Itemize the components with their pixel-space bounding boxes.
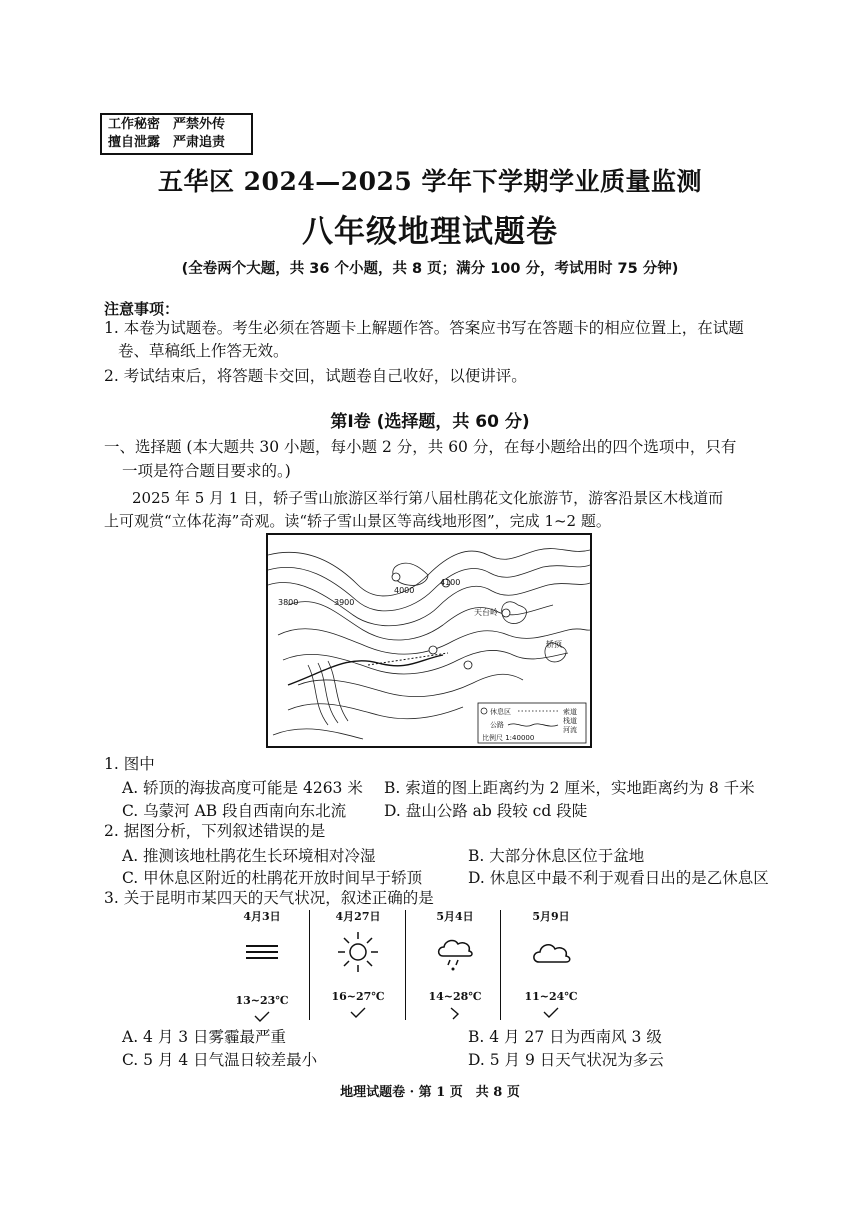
question-3-option-a: A. 4 月 3 日雾霾最严重 <box>122 1028 287 1046</box>
wind-check-icon <box>348 1006 368 1020</box>
cloud-icon <box>529 934 573 970</box>
cableway-line <box>368 653 448 665</box>
contour-label-4000: 4000 <box>394 586 415 595</box>
sun-icon <box>336 930 380 974</box>
weather-day-1 <box>217 908 307 1028</box>
weather-date: 4月27日 <box>335 910 381 923</box>
section-title: 第Ⅰ卷 (选择题，共 60 分) <box>330 412 530 432</box>
calm-wind-check-icon <box>252 1010 272 1024</box>
legend-scale: 比例尺 1:40000 <box>482 734 535 742</box>
question-2-option-b: B. 大部分休息区位于盆地 <box>468 847 645 865</box>
question-3-option-b: B. 4 月 27 日为西南风 3 级 <box>468 1028 662 1046</box>
exam-subtitle: (全卷两个大题，共 36 个小题，共 8 页；满分 100 分，考试用时 75 分钟) <box>181 261 679 277</box>
map-legend <box>478 703 586 743</box>
passage-line-1: 2025 年 5 月 1 日，轿子雪山旅游区举行第八届杜鹃花文化旅游节，游客沿景区木栈道而 <box>132 489 724 507</box>
question-2-option-d: D. 休息区中最不利于观看日出的是乙休息区 <box>468 869 769 887</box>
page-footer: 地理试题卷 · 第 1 页 共 8 页 <box>340 1085 520 1100</box>
rain-cloud-icon <box>433 930 477 974</box>
confidential-line-1: 工作秘密 严禁外传 <box>108 117 226 132</box>
weather-date: 5月4日 <box>436 910 474 923</box>
notice-item-1-line-2: 卷、草稿纸上作答无效。 <box>118 342 289 360</box>
weather-divider <box>500 910 501 1020</box>
weather-temp: 14~28℃ <box>428 990 482 1003</box>
notice-heading: 注意事项： <box>104 300 180 318</box>
section-intro-line-1: 一、选择题 (本大题共 30 小题，每小题 2 分，共 60 分，在每小题给出的四个选项中，只有 <box>104 438 737 456</box>
rest-area-marker <box>464 661 472 669</box>
section-intro-line-2: 一项是符合题目要求的。) <box>122 462 291 480</box>
question-2-stem: 2. 据图分析，下列叙述错误的是 <box>104 822 326 840</box>
fog-icon <box>242 938 282 968</box>
weather-date: 4月3日 <box>243 910 281 923</box>
question-3-option-c: C. 5 月 4 日气温日较差最小 <box>122 1051 318 1069</box>
legend-cableway: 索道 <box>563 708 577 716</box>
rest-area-marker <box>502 609 510 617</box>
wind-barb-icon <box>445 1006 465 1020</box>
weather-day-2 <box>313 908 403 1024</box>
question-2-option-a: A. 推测该地杜鹃花生长环境相对冷湿 <box>122 847 376 865</box>
rest-area-marker <box>392 573 400 581</box>
peak-label-jiaoding: 轿顶 <box>546 640 562 649</box>
notice-item-2: 2. 考试结束后，将答题卡交回，试题卷自己收好，以便讲评。 <box>104 367 527 385</box>
question-2-option-c: C. 甲休息区附近的杜鹃花开放时间早于轿顶 <box>122 869 423 887</box>
exam-title-line-2: 八年级地理试题卷 <box>302 214 558 250</box>
weather-day-4 <box>506 908 596 1024</box>
confidential-stamp <box>100 113 253 155</box>
mountain-road <box>288 655 443 685</box>
weather-temp: 13~23℃ <box>235 994 289 1007</box>
notice-item-1-line-1: 1. 本卷为试题卷。考生必须在答题卡上解题作答。答案应书写在答题卡的相应位置上，在试题 <box>104 319 744 337</box>
question-1-option-d: D. 盘山公路 ab 段较 cd 段陡 <box>384 802 588 820</box>
wind-check-icon <box>541 1006 561 1020</box>
legend-rest-area: 休息区 <box>490 708 511 716</box>
question-3-option-d: D. 5 月 9 日天气状况为多云 <box>468 1051 664 1069</box>
weather-day-3 <box>410 908 500 1024</box>
weather-temp: 16~27℃ <box>331 990 385 1003</box>
weather-divider <box>405 910 406 1020</box>
passage-line-2: 上可观赏“立体花海”奇观。读“轿子雪山景区等高线地形图”，完成 1~2 题。 <box>104 512 611 530</box>
question-3-stem: 3. 关于昆明市某四天的天气状况，叙述正确的是 <box>104 889 434 907</box>
peak-label-tiantai: 天台岭 <box>474 608 498 617</box>
legend-boardwalk: 栈道 <box>563 717 577 725</box>
contour-map <box>266 533 592 748</box>
confidential-line-2: 擅自泄露 严肃追责 <box>108 135 226 150</box>
weather-divider <box>309 910 310 1020</box>
contour-label-3800: 3800 <box>278 598 299 607</box>
contour-label-4100: 4100 <box>440 578 461 587</box>
legend-road: 公路 <box>490 721 504 729</box>
question-1-stem: 1. 图中 <box>104 755 155 773</box>
rest-area-marker <box>429 646 437 654</box>
contour-map-drawing <box>268 535 590 746</box>
question-1-option-b: B. 索道的图上距离约为 2 厘米，实地距离约为 8 千米 <box>384 779 755 797</box>
contour-label-3900: 3900 <box>334 598 355 607</box>
question-1-option-a: A. 轿顶的海拔高度可能是 4263 米 <box>122 779 363 797</box>
question-1-option-c: C. 乌蒙河 AB 段自西南向东北流 <box>122 802 347 820</box>
legend-river: 河流 <box>563 726 577 734</box>
weather-date: 5月9日 <box>532 910 570 923</box>
weather-temp: 11~24℃ <box>524 990 578 1003</box>
exam-title-line-1: 五华区 2024—2025 学年下学期学业质量监测 <box>157 167 703 196</box>
